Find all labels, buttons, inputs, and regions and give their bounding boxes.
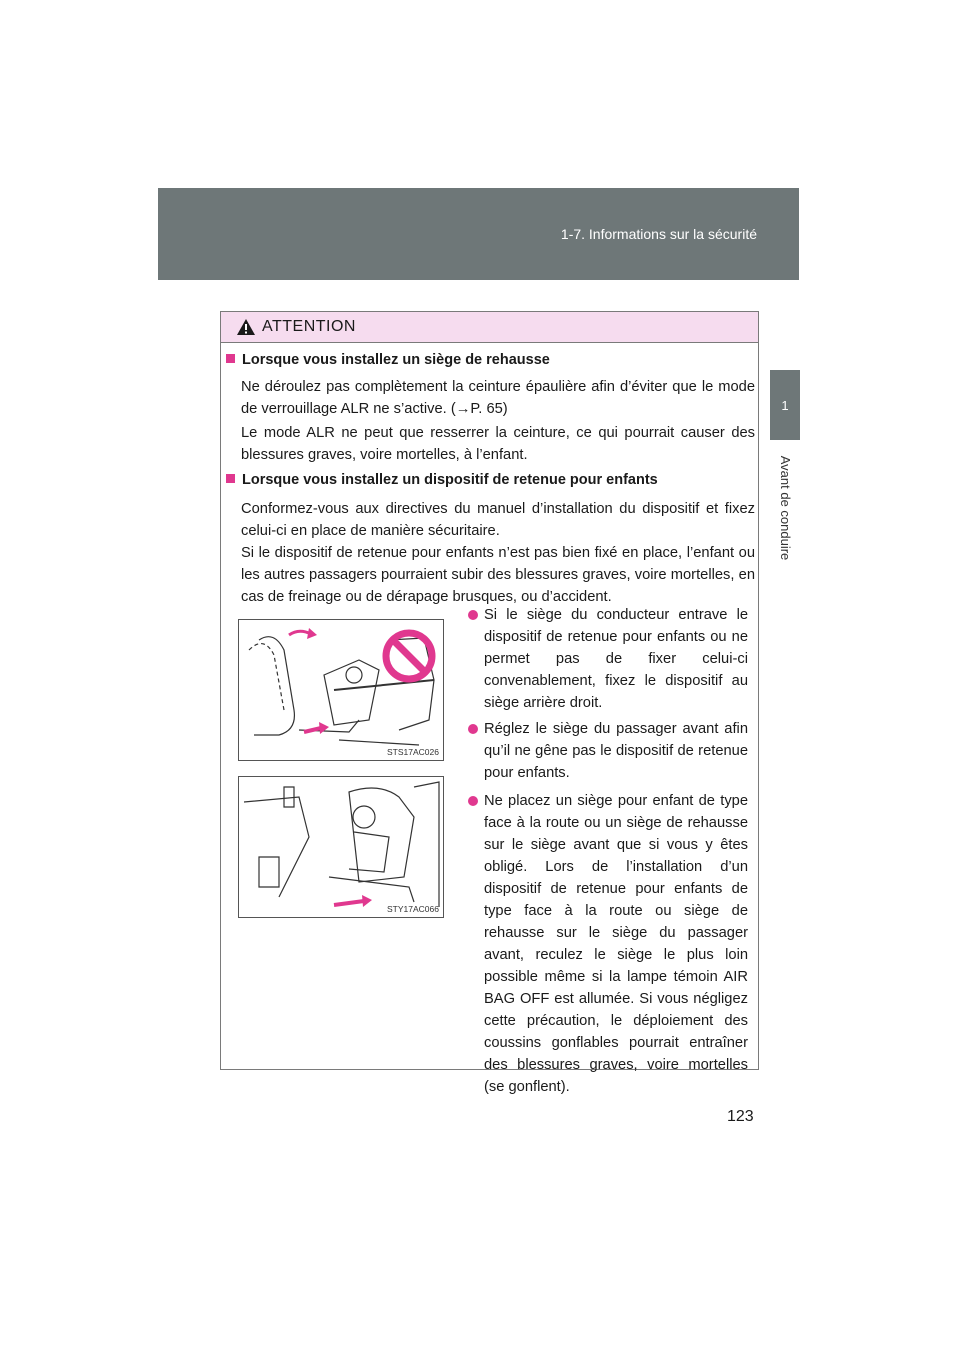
warning-icon xyxy=(236,318,256,336)
figure-driver-seat-interference xyxy=(238,619,444,761)
list-item: Ne placez un siège pour enfant de type face à la route ou un siège de rehausse sur le siège avant que si vous y êtes obligé. Lors de l’installation d’un dispositif de retenue pour enfants de type face à la route ou siège de rehausse sur le siège du passager avant, reculez le siège le plus loin possible même si la lampe témoin AIR BAG OFF est allumée. Si vous négligez cette précaution, le déploiement des coussins gonflables pourrait entraîner des blessures graves, voire mortelles (se gonflent). xyxy=(468,790,748,1098)
chapter-label: Avant de conduire xyxy=(778,455,793,561)
list-item: Réglez le siège du passager avant afin qu’il ne gêne pas le dispositif de retenue pour enfants. xyxy=(468,718,748,784)
bullet-dot-icon xyxy=(468,610,478,620)
paragraph: Si le dispositif de retenue pour enfants n’est pas bien fixé en place, l’enfant ou les autres passagers pourraient subir des blessures graves, voire mortelles, en cas de freinage ou de dérapage brusques, ou d’accident. xyxy=(241,545,755,605)
section-heading: Lorsque vous installez un siège de rehausse xyxy=(226,352,550,368)
chapter-number: 1 xyxy=(781,398,789,413)
paragraph: Ne déroulez pas complètement la ceinture épaulière afin d’éviter que le mode de verrouillage ALR ne s’active. (→P. 65) xyxy=(241,379,755,417)
chapter-tab xyxy=(770,370,800,440)
page-number: 123 xyxy=(727,1108,754,1125)
paragraph: Le mode ALR ne peut que resserrer la ceinture, ce qui pourrait causer des blessures graves, voire mortelles, à l’enfant. xyxy=(241,425,755,463)
prohibited-sign-icon xyxy=(381,628,437,684)
attention-header xyxy=(221,312,758,343)
bullet-dot-icon xyxy=(468,724,478,734)
square-bullet-icon xyxy=(226,474,235,483)
paragraph: Conformez-vous aux directives du manuel d’installation du dispositif et fixez celui-ci en place de manière sécuritaire. xyxy=(241,501,755,539)
figure-code: STS17AC026 xyxy=(387,747,439,757)
section-title: 1-7. Informations sur la sécurité xyxy=(560,226,757,242)
list-item: Si le siège du conducteur entrave le dispositif de retenue pour enfants ou ne permet pas de fixer celui-ci convenablement, fixez le dispositif au siège arrière droit. xyxy=(468,604,748,714)
section-heading: Lorsque vous installez un dispositif de retenue pour enfants xyxy=(226,472,658,488)
child-seat-illustration xyxy=(239,777,443,917)
attention-title: ATTENTION xyxy=(262,318,356,335)
figure-code: STY17AC066 xyxy=(387,904,439,914)
section-header-band xyxy=(158,188,799,280)
figure-child-seat-front xyxy=(238,776,444,918)
square-bullet-icon xyxy=(226,354,235,363)
bullet-dot-icon xyxy=(468,796,478,806)
attention-box xyxy=(220,311,759,1095)
